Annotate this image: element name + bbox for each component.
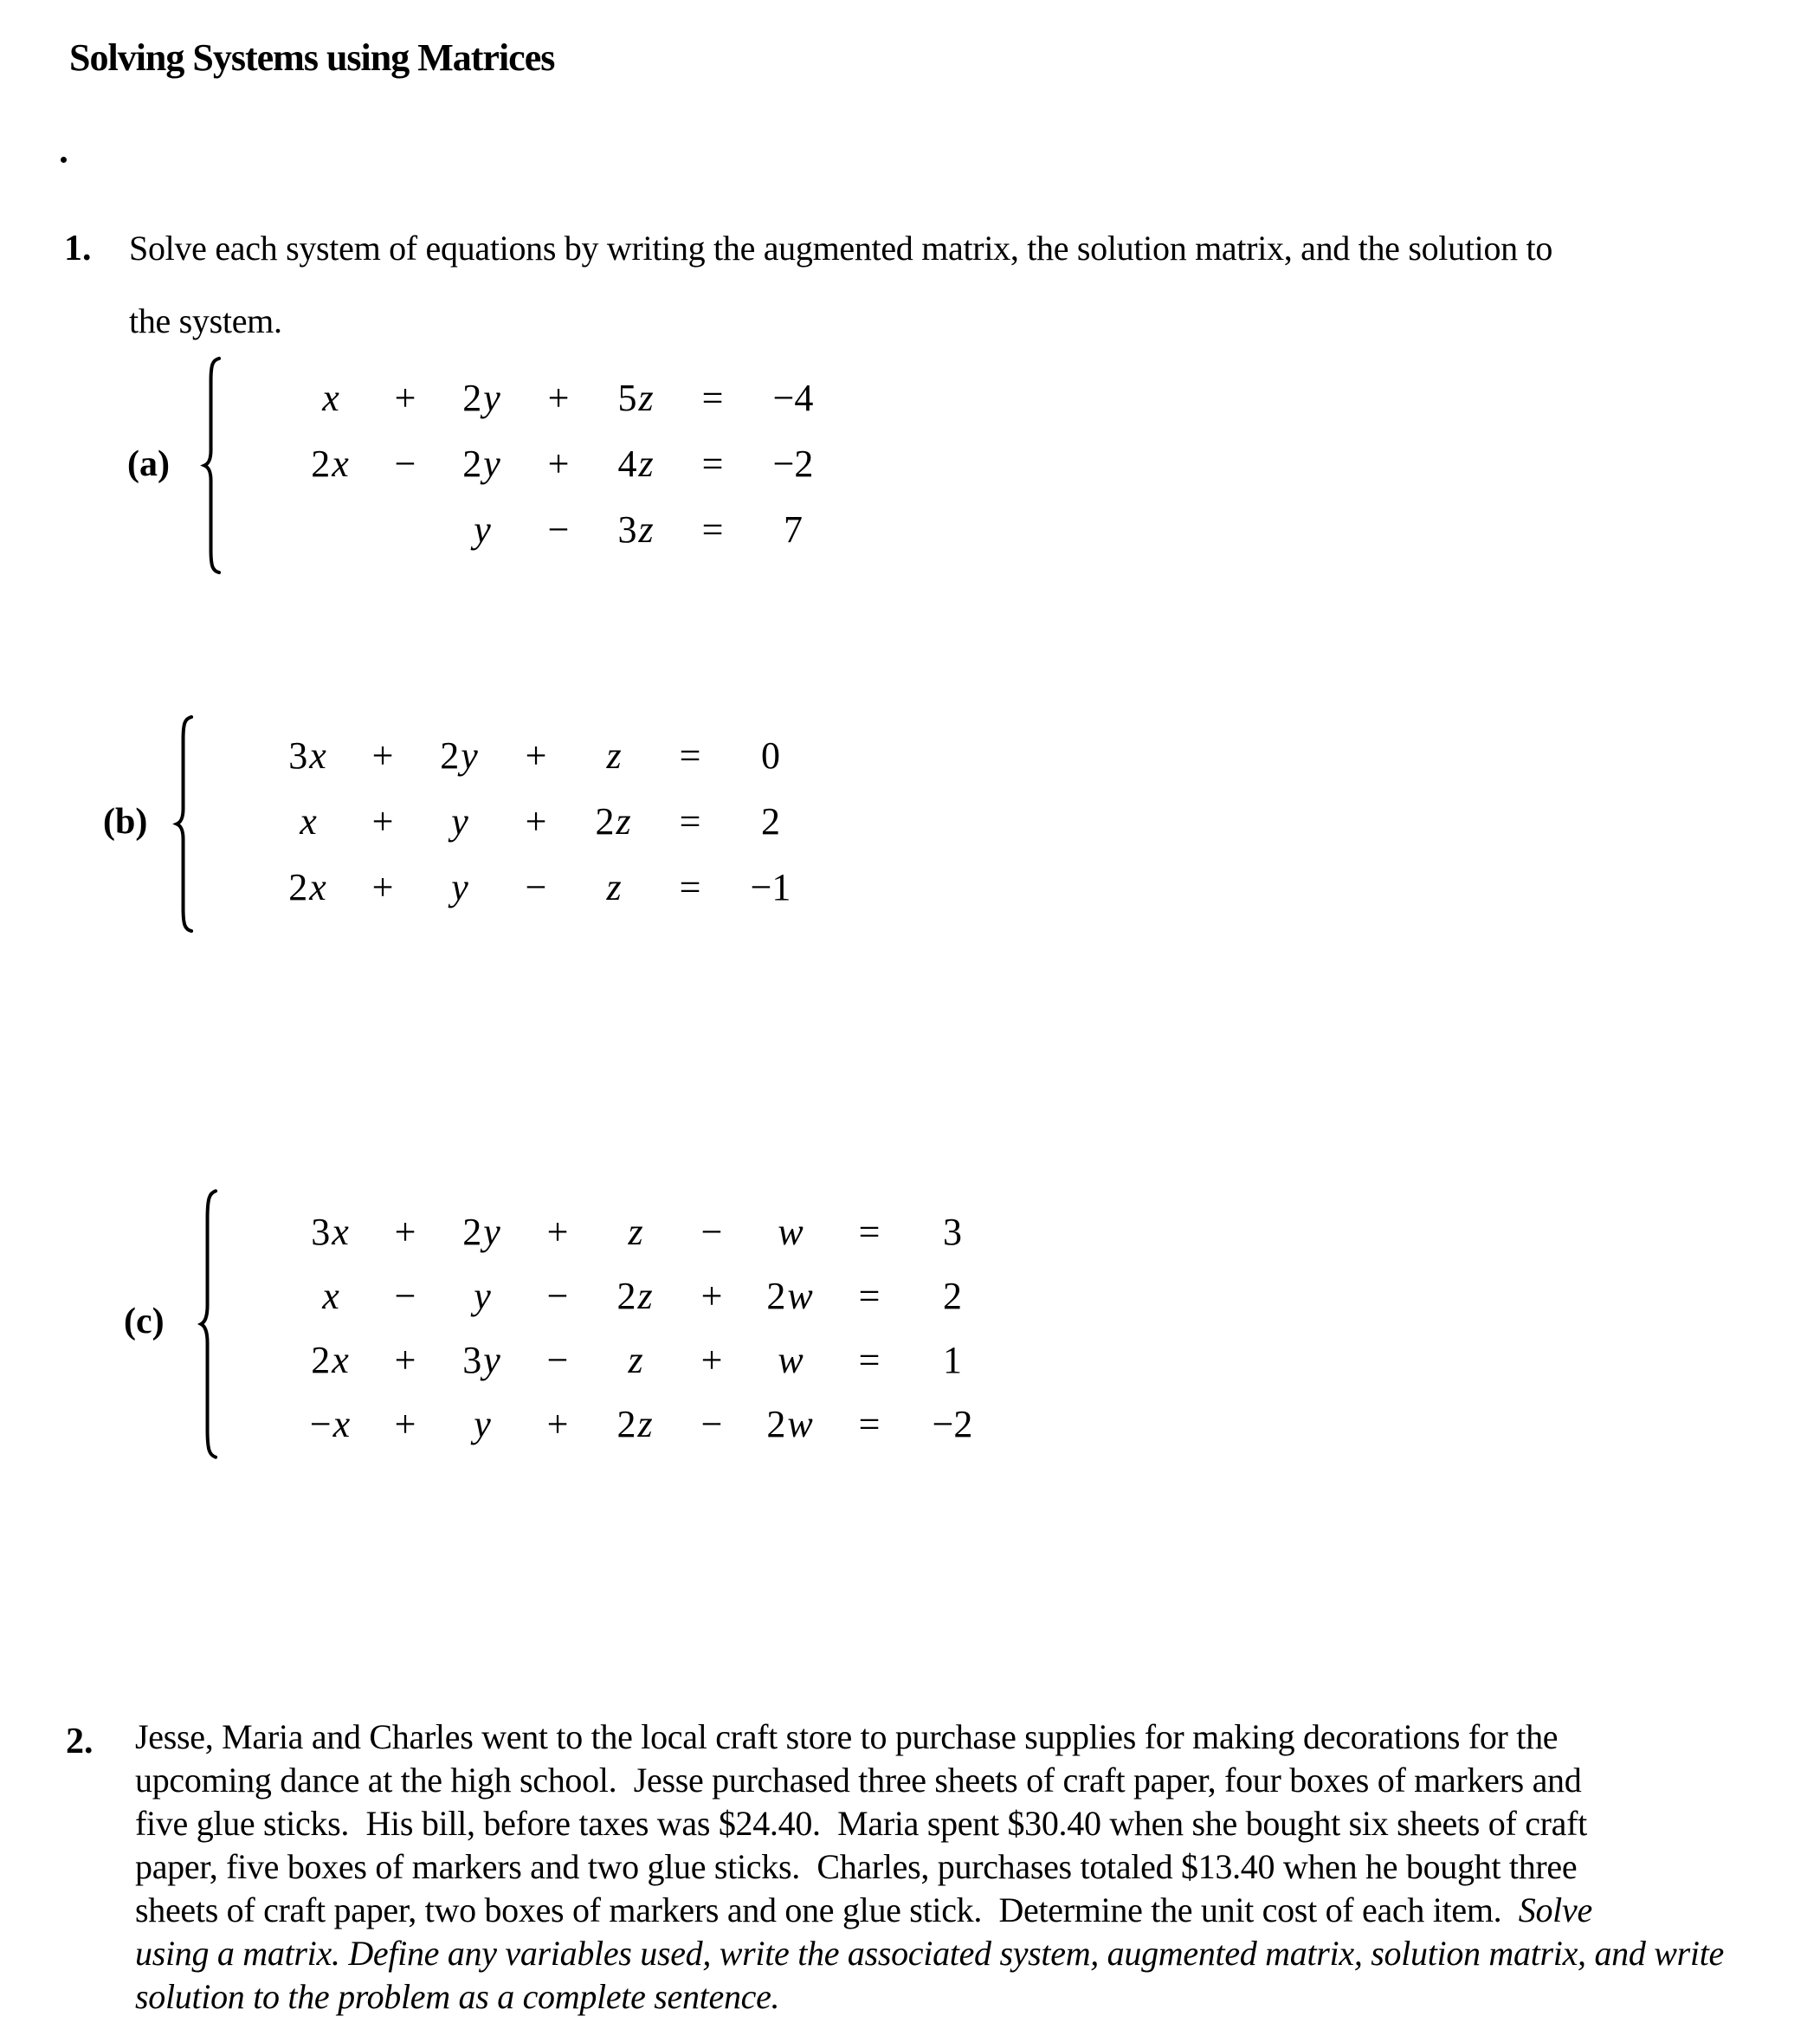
equation-cell: w: [778, 1211, 804, 1253]
brace-path: [177, 717, 191, 931]
equation-cell: +: [700, 1275, 723, 1317]
italic-text-segment: Solve: [1518, 1890, 1592, 1929]
equation-cell: 2x: [288, 866, 326, 908]
text-line: [135, 1889, 1724, 1932]
equation-cell: +: [547, 443, 570, 485]
system-b-equations: [268, 723, 814, 921]
equation-cell: −1: [750, 866, 791, 908]
equation-cell: +: [700, 1339, 723, 1381]
system-a-label: (a): [127, 444, 170, 484]
equation-cell: y: [474, 1403, 491, 1445]
left-curly-brace-icon: [199, 1189, 218, 1459]
equation-cell: −: [546, 1339, 569, 1381]
equation-cell: 2x: [311, 443, 349, 485]
equation-cell: −x: [309, 1403, 351, 1445]
equation-cell: 5z: [617, 377, 654, 419]
equation-cell: −2: [932, 1403, 973, 1445]
equation-cell: x: [322, 377, 339, 419]
equation-cell: −4: [772, 377, 814, 419]
equation-cell: 2z: [595, 800, 631, 843]
equation-cell: +: [546, 1211, 569, 1253]
equation-cell: =: [679, 866, 701, 908]
equation-cell: −: [547, 508, 570, 551]
equation-cell: y: [474, 508, 491, 551]
equation-cell: y: [451, 800, 468, 843]
equation-cell: −: [700, 1403, 723, 1445]
equation-cell: 2z: [616, 1403, 653, 1445]
problem-1-number: 1.: [64, 229, 92, 268]
left-curly-brace-icon: [203, 357, 222, 574]
equation-cell: 2: [943, 1275, 962, 1317]
system-c-label: (c): [124, 1302, 165, 1341]
equation-cell: =: [701, 443, 724, 485]
italic-text-segment: using a matrix. Define any variables used, write the associated system, augmented matrix, solution matrix, and write: [135, 1934, 1724, 1973]
equation-cell: z: [628, 1211, 643, 1253]
equation-cell: +: [546, 1403, 569, 1445]
equation-cell: w: [778, 1339, 804, 1381]
prompt-line-1: Solve each system of equations by writing the augmented matrix, the solution matrix, and the solution to: [129, 229, 1553, 268]
text-line: [135, 1975, 1724, 2019]
equation-cell: =: [858, 1211, 881, 1253]
equation-cell: −2: [772, 443, 814, 485]
text-line: [135, 1716, 1724, 1759]
equation-cell: 2x: [311, 1339, 349, 1381]
equation-cell: y: [474, 1275, 491, 1317]
text-segment: five glue sticks. His bill, before taxes was $24.40. Maria spent $30.40 when she bought six sheets of craft: [135, 1804, 1587, 1843]
brace-path: [201, 1191, 216, 1457]
prompt-line-2: the system.: [129, 301, 282, 340]
system-a-equations: [291, 365, 836, 563]
equation-cell: 2z: [616, 1275, 653, 1317]
equation-cell: 1: [943, 1339, 962, 1381]
text-line: [135, 1802, 1724, 1845]
text-segment: Jesse, Maria and Charles went to the local craft store to purchase supplies for making decorations for the: [135, 1717, 1559, 1756]
equation-cell: [369, 497, 442, 563]
text-line: [135, 1932, 1724, 1975]
equation-cell: x: [300, 800, 317, 843]
equation-cell: 2y: [462, 443, 500, 485]
equation-cell: =: [701, 377, 724, 419]
text-segment: sheets of craft paper, two boxes of markers and one glue stick. Determine the unit cost of each item.: [135, 1890, 1519, 1929]
equation-cell: z: [628, 1339, 643, 1381]
equation-cell: +: [525, 800, 547, 843]
equation-cell: −: [394, 1275, 416, 1317]
equation-cell: −: [394, 443, 416, 485]
problem-1-prompt: [129, 212, 1552, 358]
equation-cell: =: [679, 734, 701, 777]
text-line: [135, 1759, 1724, 1802]
equation-cell: 2y: [440, 734, 478, 777]
system-c-equations: [291, 1200, 997, 1457]
equation-cell: z: [606, 734, 622, 777]
system-b-label: (b): [103, 802, 148, 842]
equation-cell: −: [700, 1211, 723, 1253]
equation-cell: 3x: [311, 1211, 349, 1253]
equation-cell: 7: [784, 508, 803, 551]
equation-cell: 4z: [617, 443, 654, 485]
equation-cell: [291, 497, 369, 563]
equation-cell: 3y: [462, 1339, 500, 1381]
equation-cell: 2: [761, 800, 780, 843]
equation-cell: +: [371, 734, 394, 777]
brace-path: [204, 359, 219, 572]
text-line: [135, 1845, 1724, 1889]
equation-cell: z: [606, 866, 622, 908]
equation-cell: y: [451, 866, 468, 908]
equation-cell: 3x: [288, 734, 326, 777]
equation-cell: =: [679, 800, 701, 843]
equation-cell: x: [322, 1275, 339, 1317]
equation-cell: 3z: [617, 508, 654, 551]
equation-cell: 3: [943, 1211, 962, 1253]
page-title: Solving Systems using Matrices: [69, 36, 555, 79]
equation-cell: 2y: [462, 377, 500, 419]
equation-cell: +: [525, 734, 547, 777]
equation-cell: +: [394, 1339, 416, 1381]
equation-cell: +: [371, 866, 394, 908]
equation-cell: +: [394, 1211, 416, 1253]
problem-2-number: 2.: [66, 1722, 94, 1761]
equation-cell: 2w: [766, 1403, 813, 1445]
equation-cell: +: [394, 1403, 416, 1445]
equation-cell: 2w: [766, 1275, 813, 1317]
equation-cell: −: [546, 1275, 569, 1317]
equation-cell: +: [547, 377, 570, 419]
equation-cell: −: [525, 866, 547, 908]
equation-cell: =: [858, 1339, 881, 1381]
equation-cell: =: [858, 1275, 881, 1317]
problem-2-text: [135, 1716, 1724, 2019]
equation-cell: =: [858, 1403, 881, 1445]
equation-cell: +: [371, 800, 394, 843]
equation-cell: =: [701, 508, 724, 551]
stray-period-mark: [61, 157, 67, 163]
text-segment: upcoming dance at the high school. Jesse purchased three sheets of craft paper, four boxes of markers and: [135, 1761, 1582, 1800]
italic-text-segment: solution to the problem as a complete sentence.: [135, 1977, 780, 2016]
text-segment: paper, five boxes of markers and two glue sticks. Charles, purchases totaled $13.40 when he bought three: [135, 1847, 1578, 1886]
equation-cell: 0: [761, 734, 780, 777]
equation-cell: +: [394, 377, 416, 419]
equation-cell: 2y: [462, 1211, 500, 1253]
left-curly-brace-icon: [175, 715, 194, 933]
